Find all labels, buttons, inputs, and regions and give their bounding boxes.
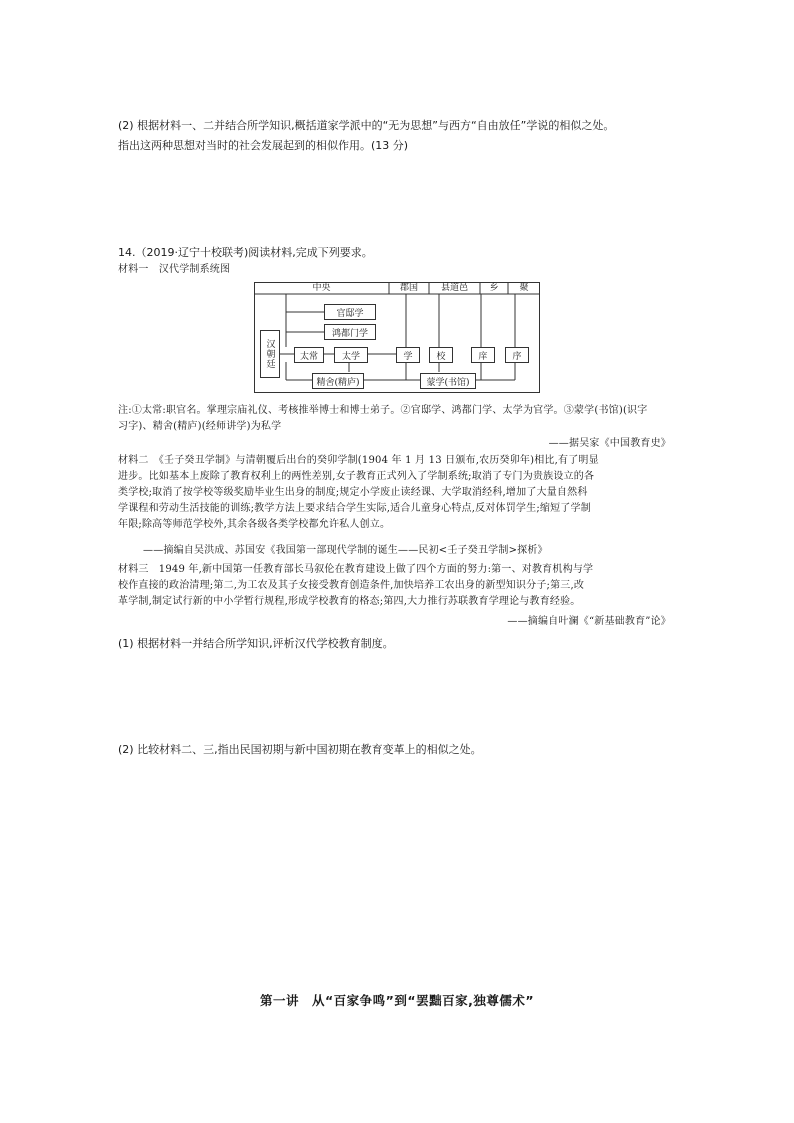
q13-sub2-line1: (2) 根据材料一、二并结合所学知识,概括道家学派中的“无为思想”与西方“自由放任”学说的相似之处。 xyxy=(118,119,615,132)
material3-line3: 革学制,制定试行新的中小学暂行规程,形成学校教育的格态;第四,大力推行苏联教育学理论与教育经验。 xyxy=(118,596,581,607)
box-xiao: 校 xyxy=(429,347,453,363)
material3-line1: 材料三 1949 年,新中国第一任教育部长马叙伦在教育建设上做了四个方面的努力:第一、对教育机构与学 xyxy=(118,564,594,575)
material2-line4: 学课程和劳动生活技能的训练;教学方法上要求结合学生实际,适合儿童身心特点,反对体罚学生;缩短了学制 xyxy=(118,503,591,514)
label-ju: 聚 xyxy=(519,283,529,293)
box-hongdu: 鸿都门学 xyxy=(324,324,376,340)
q14-sub2: (2) 比较材料二、三,指出民国初期与新中国初期在教育变革上的相似之处。 xyxy=(118,743,482,756)
q13-sub2-line2: 指出这两种思想对当时的社会发展起到的相似作用。(13 分) xyxy=(118,139,409,152)
box-xu: 序 xyxy=(505,347,529,363)
box-xiang: 庠 xyxy=(471,347,495,363)
han-school-system-diagram xyxy=(254,282,540,393)
material2-line1: 材料二 《壬子癸丑学制》与清朝覆后出台的癸卯学制(1904 年 1 月 13 日颁布,农历癸卯年)相比,有了明显 xyxy=(118,455,599,466)
box-mengxue: 蒙学(书馆) xyxy=(420,373,476,389)
source1: ——据吴家《中国教育史》 xyxy=(548,438,671,449)
source2: ——摘编自吴洪成、苏国安《我国第一部现代学制的诞生——民初<壬子癸丑学制>探析》 xyxy=(143,545,548,556)
material2 xyxy=(118,453,688,533)
label-xiang: 乡 xyxy=(489,283,499,293)
box-taichang: 太常 xyxy=(294,347,324,363)
box-han-court: 汉朝廷 xyxy=(260,330,280,378)
material3-line2: 校作直接的政治清理;第二,为工农及其子女接受教育创造条件,加快培养工农出身的新型知识分子;第三,改 xyxy=(118,580,585,591)
source3: ——摘编自叶澜《“新基础教育”论》 xyxy=(507,616,671,627)
box-guandi: 官邸学 xyxy=(324,304,376,320)
q14-sub1: (1) 根据材料一并结合所学知识,评析汉代学校教育制度。 xyxy=(118,637,394,650)
diagram-note xyxy=(118,403,688,435)
label-xian: 县道邑 xyxy=(440,283,468,293)
material2-line3: 类学校;取消了按学校等级奖励毕业生出身的制度;规定小学废止读经课、大学取消经科,增加了大量自然科 xyxy=(118,487,588,498)
diagram-lines xyxy=(254,282,540,393)
q13-sub2 xyxy=(118,116,698,156)
note-line1: 注:①太常:职官名。掌理宗庙礼仪、考核推举博士和博士弟子。②官邸学、鸿都门学、太学为官学。③蒙学(书馆)(识字 xyxy=(118,405,648,416)
q14-header: 14.（2019·辽宁十校联考)阅读材料,完成下列要求。 xyxy=(118,246,373,259)
material2-line5: 年限;除高等师范学校外,其余各级各类学校都允许私人创立。 xyxy=(118,519,391,530)
material1-title: 材料一 汉代学制系统图 xyxy=(118,264,231,275)
chapter-title: 第一讲 从“百家争鸣”到“罢黜百家,独尊儒术” xyxy=(259,993,535,1008)
box-jingshe: 精舍(精庐) xyxy=(312,373,364,389)
note-line2: 习字)、精舍(精庐)(经师讲学)为私学 xyxy=(118,421,282,432)
material3 xyxy=(118,562,688,610)
label-jun: 郡国 xyxy=(399,283,418,293)
box-xue: 学 xyxy=(396,347,420,363)
material2-line2: 进步。比如基本上废除了教育权利上的两性差别,女子教育正式列入了学制系统;取消了专门为贵族设立的各 xyxy=(118,471,595,482)
box-taixue: 太学 xyxy=(334,347,368,363)
label-central: 中央 xyxy=(312,283,331,293)
